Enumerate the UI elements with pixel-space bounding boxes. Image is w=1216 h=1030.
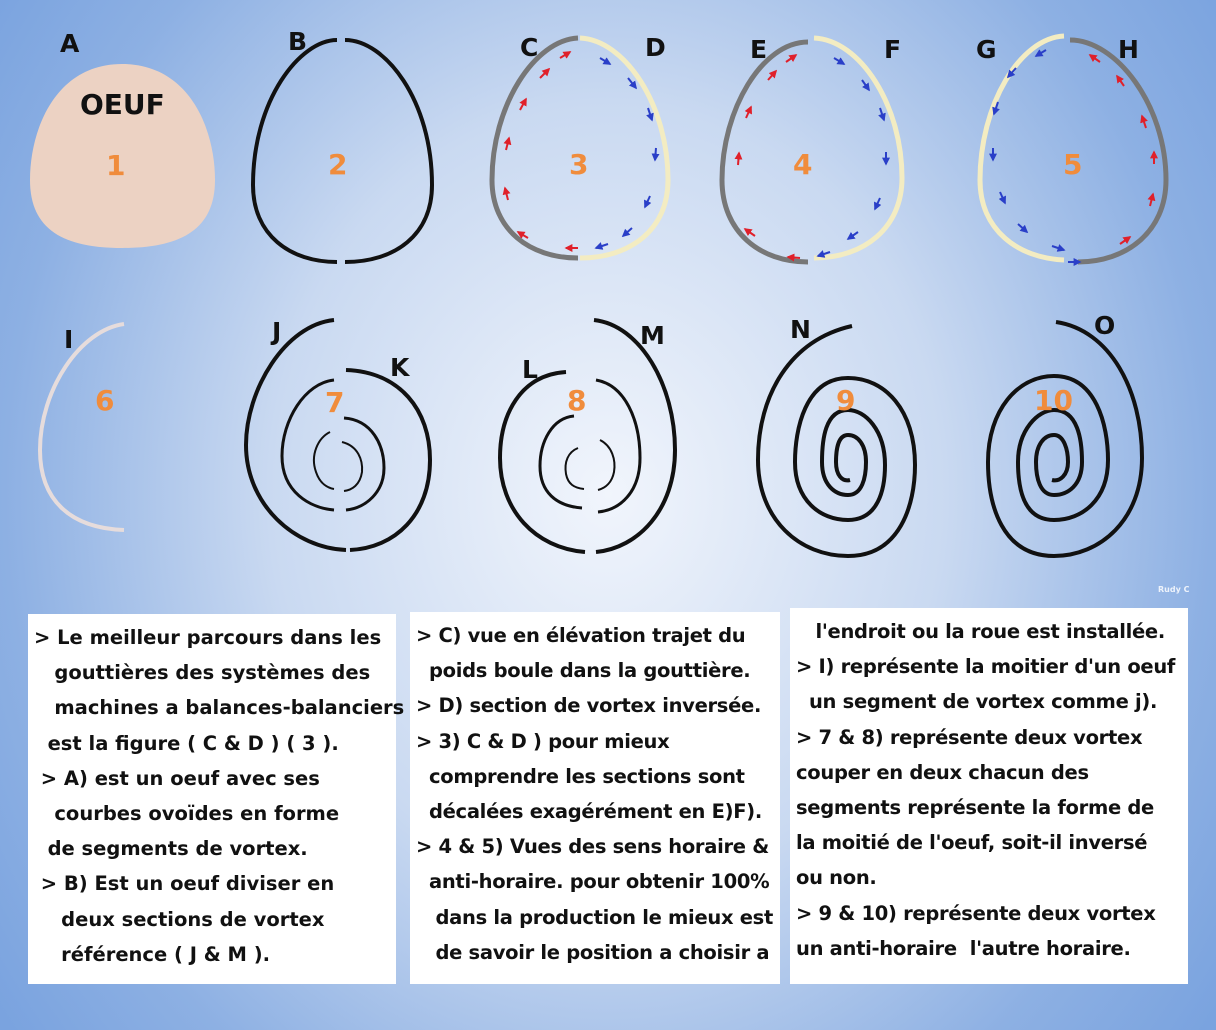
text-line: machines a balances-balanciers: [34, 696, 405, 720]
text-line: décalées exagérément en E)F).: [416, 800, 763, 824]
vortex-8-letter-m: M: [640, 321, 665, 350]
vortex-8-spiral-m: [594, 320, 675, 552]
egg-word: OEUF: [80, 88, 165, 121]
egg-4-cream-half: [814, 38, 902, 258]
text-line: un anti-horaire l'autre horaire.: [796, 936, 1131, 960]
vortex-6-arc: [40, 324, 124, 530]
egg-5: [976, 35, 1166, 262]
text-line: anti-horaire. pour obtenir 100%: [416, 870, 770, 894]
egg-5-number: 5: [1063, 148, 1083, 181]
vortex-10-letter-o: O: [1094, 311, 1116, 340]
text-line: > 7 & 8) représente deux vortex: [796, 725, 1143, 749]
egg-1-number: 1: [106, 149, 126, 182]
text-line: couper en deux chacun des: [796, 760, 1089, 784]
egg-4-letter-f: F: [884, 35, 902, 64]
vortex-7-number: 7: [325, 386, 345, 419]
text-line: > A) est un oeuf avec ses: [34, 766, 320, 790]
text-box-left: [28, 614, 405, 984]
text-line: > 4 & 5) Vues des sens horaire &: [416, 835, 769, 859]
egg-5-letter-h: H: [1118, 35, 1139, 64]
text-line: > Le meilleur parcours dans les: [34, 626, 382, 649]
vortex-7-letter-k: K: [390, 353, 410, 382]
vortex-9-number: 9: [836, 384, 856, 417]
egg-3-gray-half: [492, 38, 578, 258]
egg-3-letter-c: C: [520, 33, 539, 62]
text-line: la moitié de l'oeuf, soit-il inversé: [796, 831, 1148, 855]
vortex-6-number: 6: [95, 384, 115, 417]
vortex-6-letter-i: I: [64, 325, 74, 354]
text-line: de segments de vortex.: [34, 837, 308, 861]
vortex-9-spiral: [758, 326, 915, 556]
egg-1: [30, 29, 215, 248]
egg-4-letter-e: E: [750, 35, 768, 64]
egg-3-cream-half: [580, 38, 668, 258]
egg-3-letter-d: D: [645, 33, 666, 62]
text-line: courbes ovoïdes en forme: [34, 802, 340, 826]
vortex-7: [246, 317, 430, 550]
author-credit: Rudy C: [1158, 585, 1190, 594]
text-line: > I) représente la moitier d'un oeuf: [796, 655, 1176, 679]
text-line: > C) vue en élévation trajet du: [416, 624, 746, 647]
text-line: poids boule dans la gouttière.: [416, 659, 751, 683]
vortex-7-spiral-j: [246, 320, 346, 550]
text-line: segments représente la forme de: [796, 796, 1154, 820]
vortex-10-number: 10: [1034, 384, 1073, 417]
egg-2-left-half: [253, 40, 337, 262]
egg-1-letter-a: A: [60, 29, 80, 58]
vortex-8-letter-l: L: [522, 355, 538, 384]
text-line: un segment de vortex comme j).: [796, 690, 1158, 714]
text-line: > 3) C & D ) pour mieux: [416, 729, 670, 753]
text-line: l'endroit ou la roue est installée.: [796, 620, 1165, 643]
vortex-10: [988, 311, 1142, 556]
vortex-9-letter-n: N: [790, 315, 811, 344]
vortex-7-spiral-k: [346, 370, 430, 550]
vortex-6: [40, 324, 124, 530]
text-line: dans la production le mieux est: [416, 905, 773, 929]
egg-2-right-half: [345, 40, 432, 262]
vortex-9: [758, 315, 915, 556]
egg-3: [492, 33, 668, 258]
text-box-right: [790, 608, 1188, 984]
egg-3-number: 3: [569, 148, 589, 181]
egg-2-number: 2: [328, 148, 348, 181]
text-line: ou non.: [796, 866, 877, 890]
egg-5-gray-half: [1070, 40, 1166, 262]
text-line: est la figure ( C & D ) ( 3 ).: [34, 731, 339, 755]
egg-2: [253, 27, 432, 262]
egg-2-letter-b: B: [288, 27, 308, 56]
text-box-middle: [410, 612, 780, 984]
text-line: comprendre les sections sont: [416, 764, 745, 788]
egg-5-letter-g: G: [976, 35, 997, 64]
text-line: > B) Est un oeuf diviser en: [34, 872, 335, 896]
vortex-7-letter-j: J: [272, 317, 282, 346]
text-line: gouttières des systèmes des: [34, 661, 371, 685]
egg-4: [722, 35, 902, 262]
vortex-10-spiral: [988, 322, 1142, 556]
egg-4-number: 4: [793, 148, 813, 181]
text-line: > D) section de vortex inversée.: [416, 694, 762, 718]
vortex-8: [500, 320, 675, 552]
text-line: deux sections de vortex: [34, 907, 325, 931]
vortex-8-number: 8: [567, 384, 587, 417]
text-line: > 9 & 10) représente deux vortex: [796, 901, 1156, 925]
text-line: de savoir le position a choisir a: [416, 940, 770, 964]
text-line: référence ( J & M ).: [34, 942, 271, 966]
